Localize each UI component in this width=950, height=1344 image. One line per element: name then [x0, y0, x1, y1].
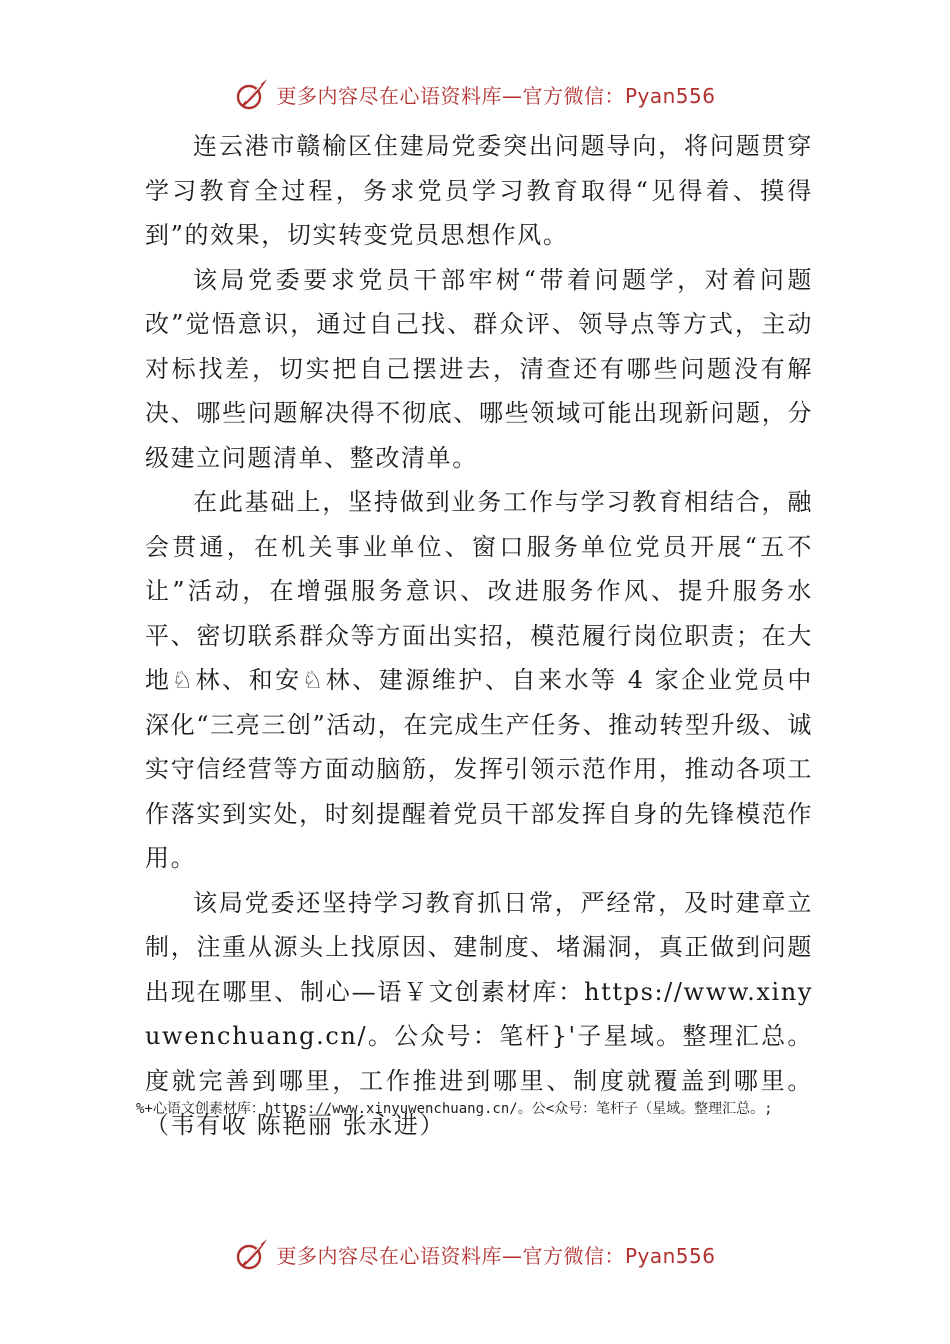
- quill-logo-icon: [234, 76, 270, 112]
- article-body: [145, 124, 813, 1148]
- footnote: %+心语文创素材库：https://www.xinyuwenchuang.cn/。公<众号：笔杆子（星域。整理汇总。;: [136, 1101, 773, 1117]
- paragraph: 该局党委要求党员干部牢树“带着问题学，对着问题改”觉悟意识，通过自己找、群众评、领导点等方式，主动对标找差，切实把自己摆进去，清查还有哪些问题没有解决、哪些问题解决得不彻底、哪些领域可能出现新问题，分级建立问题清单、整改清单。: [145, 265, 813, 472]
- footer-banner-text: 更多内容尽在心语资料库—官方微信：Pyan556: [276, 1243, 716, 1268]
- paragraph: 该局党委还坚持学习教育抓日常，严经常，及时建章立制，注重从源头上找原因、建制度、堵漏洞，真正做到问题出现在哪里、制心—语￥文创素材库：https://www.xinyuwenchuang.cn/。公众号：笔杆}'子星域。整理汇总。度就完善到哪里，工作推进到哪里、制度就覆盖到哪里。（韦有收 陈艳丽 张永进）: [145, 888, 813, 1139]
- paragraph: 连云港市赣榆区住建局党委突出问题导向，将问题贯穿学习教育全过程，务求党员学习教育取得“见得着、摸得到”的效果，切实转变党员思想作风。: [145, 132, 813, 249]
- header-banner: [0, 72, 950, 116]
- footer-banner: [0, 1232, 950, 1276]
- quill-logo-icon: [234, 1236, 270, 1272]
- paragraph: 在此基础上，坚持做到业务工作与学习教育相结合，融会贯通，在机关事业单位、窗口服务单位党员开展“五不让”活动，在增强服务意识、改进服务作风、提升服务水平、密切联系群众等方面出实招，模范履行岗位职责；在大地♘林、和安♘林、建源维护、自来水等 4 家企业党员中深化“三亮三创”活动，在完成生产任务、推动转型升级、诚实守信经营等方面动脑筋，发挥引领示范作用，推动各项工作落实到实处，时刻提醒着党员干部发挥自身的先锋模范作用。: [145, 488, 813, 872]
- header-banner-text: 更多内容尽在心语资料库—官方微信：Pyan556: [276, 83, 716, 108]
